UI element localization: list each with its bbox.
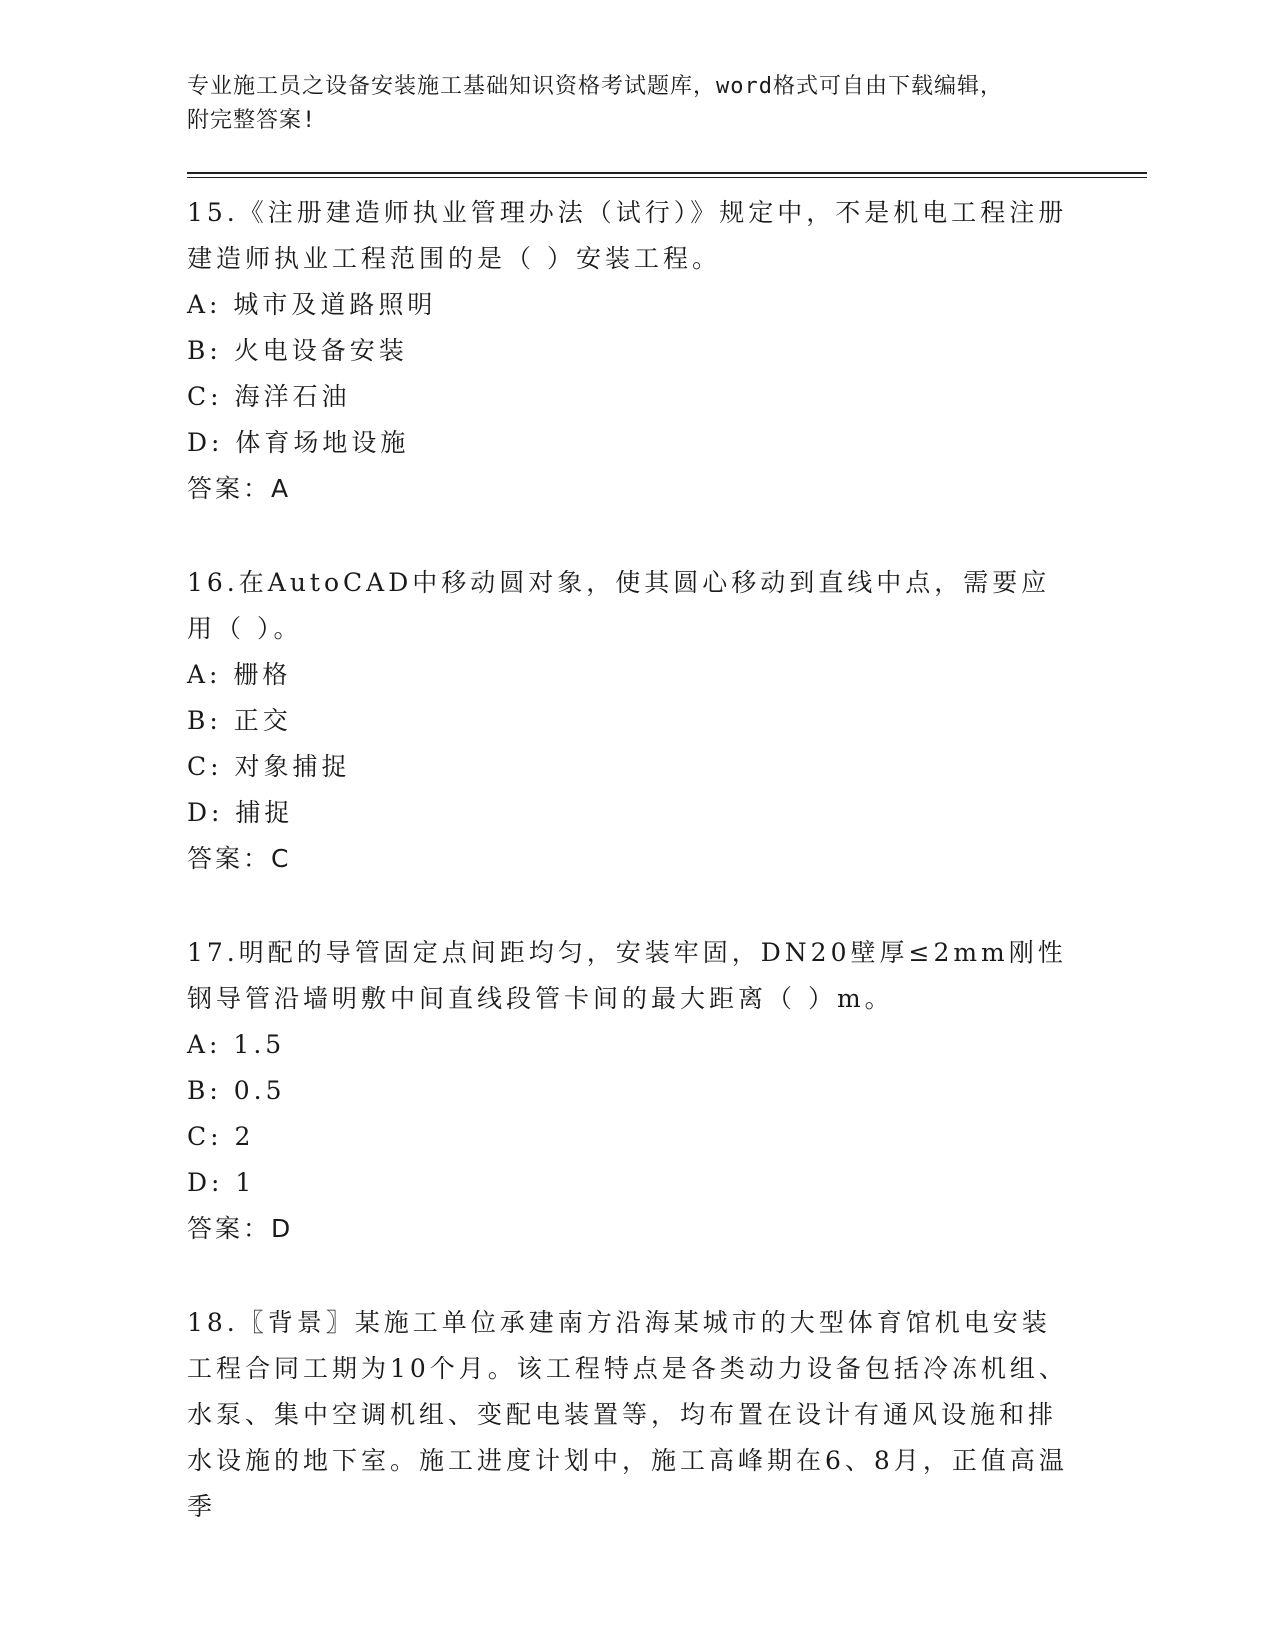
question-stem: 15.《注册建造师执业管理办法（试行）》规定中，不是机电工程注册建造师执业工程范围的是（ ）安装工程。 [187, 198, 1068, 273]
answer: 答案：D [187, 1214, 294, 1243]
option-c: C: 2 [187, 1122, 255, 1151]
option-d: D: 捕捉 [187, 798, 294, 827]
header-line-1: 专业施工员之设备安装施工基础知识资格考试题库，word格式可自由下载编辑， [187, 74, 1003, 99]
question-stem: 16.在AutoCAD中移动圆对象，使其圆心移动到直线中点，需要应用（ ）。 [187, 568, 1051, 643]
answer: 答案：A [187, 474, 292, 503]
question-stem: 17.明配的导管固定点间距均匀，安装牢固，DN20壁厚≤2mm刚性钢导管沿墙明敷中间直线段管卡间的最大距离（ ）m。 [187, 938, 1067, 1013]
question-stem: 18.〖背景〗某施工单位承建南方沿海某城市的大型体育馆机电安装工程合同工期为10个月。该工程特点是各类动力设备包括冷冻机组、水泵、集中空调机组、变配电装置等，均布置在设计有通风设施和排水设施的地下室。施工进度计划中，施工高峰期在6、8月，正值高温季 [187, 1308, 1068, 1521]
answer: 答案：C [187, 844, 292, 873]
question-16 [187, 560, 1147, 882]
question-15 [187, 190, 1147, 512]
option-b: B: 火电设备安装 [187, 336, 408, 365]
header-line-2: 附完整答案! [187, 108, 317, 133]
header-divider [187, 172, 1147, 178]
question-18 [187, 1300, 1147, 1530]
option-d: D: 1 [187, 1168, 256, 1197]
option-b: B: 0.5 [187, 1076, 286, 1105]
document-header [187, 70, 1147, 138]
option-a: A: 1.5 [187, 1030, 286, 1059]
question-17 [187, 930, 1147, 1252]
option-c: C: 海洋石油 [187, 382, 351, 411]
option-a: A: 城市及道路照明 [187, 290, 437, 319]
option-d: D: 体育场地设施 [187, 428, 410, 457]
option-c: C: 对象捕捉 [187, 752, 351, 781]
option-b: B: 正交 [187, 706, 292, 735]
option-a: A: 栅格 [187, 660, 292, 689]
document-page [187, 70, 1147, 1578]
